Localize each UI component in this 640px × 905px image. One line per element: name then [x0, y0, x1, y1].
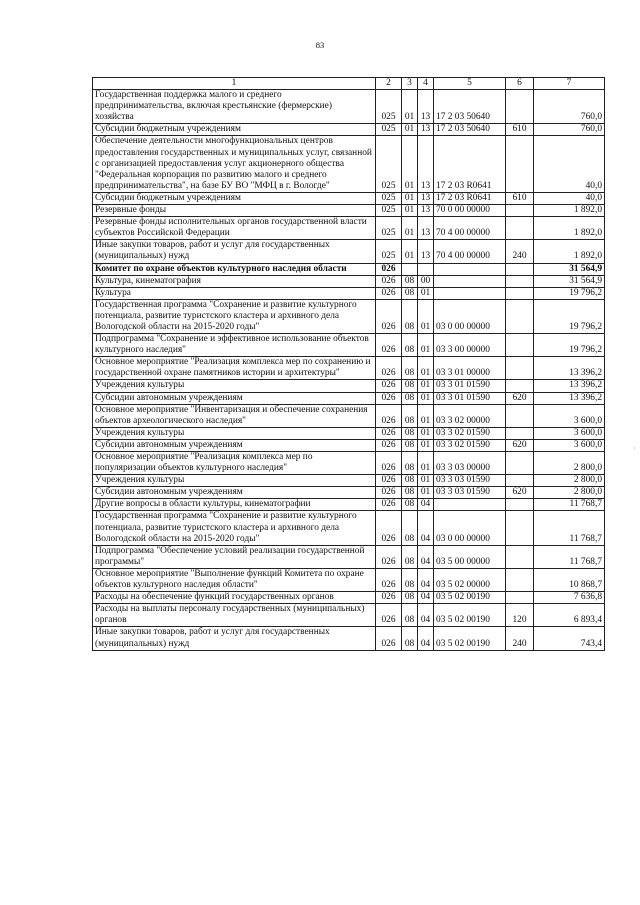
- table-row: [93, 287, 605, 299]
- row-name: Основное мероприятие "Реализация комплекса мер по популяризации объектов культурного наследия": [93, 452, 376, 475]
- row-amount: 1 892,0: [534, 205, 605, 217]
- row-target-article: 03 3 01 00000: [434, 357, 506, 380]
- row-grbs: 026: [376, 452, 402, 475]
- table-row: [93, 275, 605, 287]
- row-subsection: 01: [418, 299, 434, 333]
- row-target-article: [434, 263, 506, 275]
- row-name: Государственная поддержка малого и среднего предпринимательства, включая крестьянские (фермерские) хозяйства: [93, 90, 376, 124]
- row-name: Резервные фонды: [93, 205, 376, 217]
- row-amount: 13 396,2: [534, 392, 605, 404]
- table-row: [93, 487, 605, 499]
- row-grbs: 026: [376, 499, 402, 511]
- row-subsection: 01: [418, 392, 434, 404]
- row-target-article: 70 4 00 00000: [434, 217, 506, 240]
- row-grbs: 026: [376, 511, 402, 545]
- row-name: Основное мероприятие "Выполнение функций Комитета по охране объектов культурного наследия области": [93, 568, 376, 591]
- row-grbs: 025: [376, 192, 402, 204]
- row-name: Субсидии автономным учреждениям: [93, 439, 376, 451]
- row-amount: 2 800,0: [534, 487, 605, 499]
- row-name: Учреждения культуры: [93, 380, 376, 392]
- row-section: 01: [402, 90, 418, 124]
- row-target-article: 03 3 01 01590: [434, 392, 506, 404]
- table-row: [93, 404, 605, 427]
- row-section: 08: [402, 592, 418, 604]
- row-expense-type: [506, 475, 534, 487]
- table-row: [93, 334, 605, 357]
- row-section: 08: [402, 427, 418, 439]
- row-section: 08: [402, 275, 418, 287]
- row-expense-type: 240: [506, 240, 534, 263]
- table-row: [93, 217, 605, 240]
- row-subsection: 01: [418, 487, 434, 499]
- table-row: [93, 627, 605, 650]
- row-subsection: 01: [418, 452, 434, 475]
- row-target-article: 03 3 03 01590: [434, 475, 506, 487]
- table-row: [93, 427, 605, 439]
- row-subsection: 04: [418, 604, 434, 627]
- table-row: [93, 511, 605, 545]
- row-grbs: 025: [376, 217, 402, 240]
- row-amount: 1 892,0: [534, 240, 605, 263]
- row-expense-type: 620: [506, 439, 534, 451]
- page-number: 83: [315, 40, 325, 50]
- header-col-expense-type: 6: [506, 78, 534, 90]
- row-expense-type: 620: [506, 487, 534, 499]
- row-grbs: 026: [376, 380, 402, 392]
- row-section: 08: [402, 380, 418, 392]
- row-expense-type: [506, 499, 534, 511]
- row-section: 08: [402, 334, 418, 357]
- row-grbs: 026: [376, 404, 402, 427]
- row-section: 08: [402, 392, 418, 404]
- row-section: 08: [402, 452, 418, 475]
- header-col-grbs: 2: [376, 78, 402, 90]
- row-grbs: 026: [376, 487, 402, 499]
- table-row: [93, 568, 605, 591]
- row-section: 08: [402, 499, 418, 511]
- row-section: 08: [402, 287, 418, 299]
- table-row: [93, 357, 605, 380]
- row-expense-type: 620: [506, 392, 534, 404]
- row-subsection: 13: [418, 205, 434, 217]
- row-amount: 7 636,8: [534, 592, 605, 604]
- row-amount: 13 396,2: [534, 357, 605, 380]
- row-subsection: 13: [418, 90, 434, 124]
- row-name: Расходы на обеспечение функций государственных органов: [93, 592, 376, 604]
- row-grbs: 026: [376, 545, 402, 568]
- row-section: 08: [402, 604, 418, 627]
- row-amount: 31 564,9: [534, 263, 605, 275]
- row-target-article: 03 3 02 00000: [434, 404, 506, 427]
- row-target-article: 03 5 02 00190: [434, 627, 506, 650]
- row-grbs: 026: [376, 427, 402, 439]
- row-grbs: 026: [376, 568, 402, 591]
- row-target-article: 03 5 00 00000: [434, 545, 506, 568]
- row-expense-type: [506, 136, 534, 192]
- row-expense-type: [506, 217, 534, 240]
- table-row: [93, 499, 605, 511]
- row-grbs: 025: [376, 205, 402, 217]
- row-target-article: 70 4 00 00000: [434, 240, 506, 263]
- row-expense-type: [506, 404, 534, 427]
- row-section: 08: [402, 299, 418, 333]
- row-expense-type: [506, 357, 534, 380]
- row-grbs: 025: [376, 240, 402, 263]
- row-name: Другие вопросы в области культуры, кинематографии: [93, 499, 376, 511]
- row-grbs: 026: [376, 334, 402, 357]
- table-row: [93, 299, 605, 333]
- row-amount: 11 768,7: [534, 499, 605, 511]
- row-name: Субсидии бюджетным учреждениям: [93, 192, 376, 204]
- row-name: Обеспечение деятельности многофункциональных центров предоставления государственных и муниципальных услуг, связанной с организацией предоставления услуг акционерного общества "Федеральная корпорация по развитию малого и среднего предпринимательства", на базе БУ ВО "МФЦ в г. Вологде": [93, 136, 376, 192]
- row-subsection: 00: [418, 275, 434, 287]
- row-name: Субсидии автономным учреждениям: [93, 392, 376, 404]
- row-section: 08: [402, 404, 418, 427]
- row-section: 08: [402, 487, 418, 499]
- row-grbs: 026: [376, 475, 402, 487]
- row-subsection: 04: [418, 592, 434, 604]
- row-section: [402, 263, 418, 275]
- row-subsection: 04: [418, 545, 434, 568]
- row-subsection: 01: [418, 404, 434, 427]
- row-target-article: 03 3 02 01590: [434, 439, 506, 451]
- table-row: [93, 439, 605, 451]
- table-row: [93, 240, 605, 263]
- edge-mark: ·: [633, 444, 636, 453]
- row-subsection: 01: [418, 475, 434, 487]
- row-grbs: 026: [376, 627, 402, 650]
- row-name: Расходы на выплаты персоналу государственных (муниципальных) органов: [93, 604, 376, 627]
- row-expense-type: 610: [506, 124, 534, 136]
- row-target-article: [434, 287, 506, 299]
- row-subsection: 01: [418, 334, 434, 357]
- row-name: Основное мероприятие "Инвентаризация и обеспечение сохранения объектов археологического наследия": [93, 404, 376, 427]
- row-name: Государственная программа "Сохранение и развитие культурного потенциала, развитие туристского кластера и архивного дела Вологодской области на 2015-2020 годы": [93, 511, 376, 545]
- table-row: [93, 545, 605, 568]
- row-subsection: 13: [418, 124, 434, 136]
- row-subsection: [418, 263, 434, 275]
- row-subsection: 04: [418, 499, 434, 511]
- row-amount: 19 796,2: [534, 334, 605, 357]
- row-name: Резервные фонды исполнительных органов государственной власти субъектов Российской Федерации: [93, 217, 376, 240]
- row-name: Подпрограмма "Обеспечение условий реализации государственной программы": [93, 545, 376, 568]
- row-expense-type: [506, 299, 534, 333]
- row-expense-type: [506, 263, 534, 275]
- table-row: [93, 592, 605, 604]
- row-section: 01: [402, 124, 418, 136]
- row-subsection: 13: [418, 136, 434, 192]
- row-grbs: 026: [376, 357, 402, 380]
- table-row: [93, 475, 605, 487]
- header-col-target-article: 5: [434, 78, 506, 90]
- row-section: 01: [402, 192, 418, 204]
- row-target-article: 03 0 00 00000: [434, 511, 506, 545]
- row-expense-type: [506, 334, 534, 357]
- header-col-subsection: 4: [418, 78, 434, 90]
- row-section: 08: [402, 357, 418, 380]
- row-subsection: 04: [418, 627, 434, 650]
- row-expense-type: [506, 568, 534, 591]
- row-expense-type: [506, 90, 534, 124]
- row-target-article: [434, 275, 506, 287]
- row-name: Комитет по охране объектов культурного наследия области: [93, 263, 376, 275]
- row-expense-type: [506, 427, 534, 439]
- row-expense-type: [506, 380, 534, 392]
- row-subsection: 01: [418, 357, 434, 380]
- row-grbs: 025: [376, 136, 402, 192]
- row-grbs: 026: [376, 275, 402, 287]
- row-grbs: 026: [376, 604, 402, 627]
- row-section: 08: [402, 475, 418, 487]
- row-section: 08: [402, 568, 418, 591]
- row-grbs: 026: [376, 287, 402, 299]
- row-grbs: 026: [376, 299, 402, 333]
- row-target-article: 17 2 03 50640: [434, 124, 506, 136]
- row-expense-type: 240: [506, 627, 534, 650]
- row-subsection: 04: [418, 511, 434, 545]
- row-amount: 2 800,0: [534, 452, 605, 475]
- table-body: [93, 90, 605, 651]
- row-expense-type: 120: [506, 604, 534, 627]
- row-section: 01: [402, 205, 418, 217]
- row-subsection: 01: [418, 380, 434, 392]
- row-target-article: 03 5 02 00190: [434, 592, 506, 604]
- row-subsection: 13: [418, 192, 434, 204]
- row-amount: 743,4: [534, 627, 605, 650]
- row-subsection: 01: [418, 427, 434, 439]
- header-col-amount: 7: [534, 78, 605, 90]
- row-section: 08: [402, 545, 418, 568]
- row-grbs: 026: [376, 263, 402, 275]
- row-subsection: 01: [418, 287, 434, 299]
- row-amount: 2 800,0: [534, 475, 605, 487]
- row-expense-type: [506, 205, 534, 217]
- row-name: Культура, кинематография: [93, 275, 376, 287]
- table-row: [93, 380, 605, 392]
- table-row: [93, 124, 605, 136]
- row-name: Иные закупки товаров, работ и услуг для государственных (муниципальных) нужд: [93, 627, 376, 650]
- row-expense-type: [506, 452, 534, 475]
- row-grbs: 026: [376, 392, 402, 404]
- row-amount: 3 600,0: [534, 427, 605, 439]
- row-amount: 31 564,9: [534, 275, 605, 287]
- table-row: [93, 392, 605, 404]
- row-amount: 760,0: [534, 124, 605, 136]
- row-amount: 13 396,2: [534, 380, 605, 392]
- row-subsection: 01: [418, 439, 434, 451]
- row-target-article: 17 2 03 50640: [434, 90, 506, 124]
- row-amount: 10 868,7: [534, 568, 605, 591]
- row-amount: 11 768,7: [534, 545, 605, 568]
- row-amount: 40,0: [534, 192, 605, 204]
- row-subsection: 04: [418, 568, 434, 591]
- row-amount: 6 893,4: [534, 604, 605, 627]
- row-target-article: 03 3 03 01590: [434, 487, 506, 499]
- row-target-article: [434, 499, 506, 511]
- row-amount: 3 600,0: [534, 404, 605, 427]
- row-expense-type: [506, 545, 534, 568]
- row-target-article: 03 3 00 00000: [434, 334, 506, 357]
- row-target-article: 03 5 02 00190: [434, 604, 506, 627]
- header-col-name: 1: [93, 78, 376, 90]
- row-expense-type: [506, 287, 534, 299]
- row-section: 08: [402, 439, 418, 451]
- table-row: [93, 192, 605, 204]
- row-section: 01: [402, 217, 418, 240]
- row-section: 08: [402, 511, 418, 545]
- table-row: [93, 452, 605, 475]
- table-row: [93, 136, 605, 192]
- row-amount: 19 796,2: [534, 299, 605, 333]
- row-amount: 11 768,7: [534, 511, 605, 545]
- row-target-article: 70 0 00 00000: [434, 205, 506, 217]
- table-row: [93, 90, 605, 124]
- row-name: Субсидии бюджетным учреждениям: [93, 124, 376, 136]
- row-amount: 40,0: [534, 136, 605, 192]
- row-name: Учреждения культуры: [93, 475, 376, 487]
- row-grbs: 025: [376, 124, 402, 136]
- row-amount: 1 892,0: [534, 217, 605, 240]
- row-section: 01: [402, 240, 418, 263]
- row-section: 08: [402, 627, 418, 650]
- row-subsection: 13: [418, 240, 434, 263]
- row-grbs: 026: [376, 592, 402, 604]
- row-amount: 19 796,2: [534, 287, 605, 299]
- row-target-article: 17 2 03 R0641: [434, 192, 506, 204]
- budget-table: [92, 77, 605, 651]
- row-amount: 3 600,0: [534, 439, 605, 451]
- header-col-section: 3: [402, 78, 418, 90]
- row-amount: 760,0: [534, 90, 605, 124]
- row-grbs: 025: [376, 90, 402, 124]
- table-row: [93, 263, 605, 275]
- table-row: [93, 604, 605, 627]
- row-name: Субсидии автономным учреждениям: [93, 487, 376, 499]
- row-section: 01: [402, 136, 418, 192]
- row-name: Иные закупки товаров, работ и услуг для государственных (муниципальных) нужд: [93, 240, 376, 263]
- row-target-article: 03 3 03 00000: [434, 452, 506, 475]
- row-expense-type: [506, 592, 534, 604]
- row-target-article: 03 5 02 00000: [434, 568, 506, 591]
- row-target-article: 17 2 03 R0641: [434, 136, 506, 192]
- row-name: Культура: [93, 287, 376, 299]
- row-name: Основное мероприятие "Реализация комплекса мер по сохранению и государственной охране памятников истории и архитектуры": [93, 357, 376, 380]
- row-target-article: 03 3 01 01590: [434, 380, 506, 392]
- row-expense-type: 610: [506, 192, 534, 204]
- row-subsection: 13: [418, 217, 434, 240]
- row-target-article: 03 0 00 00000: [434, 299, 506, 333]
- row-name: Учреждения культуры: [93, 427, 376, 439]
- table-header-row: [93, 78, 605, 90]
- row-expense-type: [506, 511, 534, 545]
- row-grbs: 026: [376, 439, 402, 451]
- row-expense-type: [506, 275, 534, 287]
- row-name: Государственная программа "Сохранение и развитие культурного потенциала, развитие туристского кластера и архивного дела Вологодской области на 2015-2020 годы": [93, 299, 376, 333]
- row-target-article: 03 3 02 01590: [434, 427, 506, 439]
- row-name: Подпрограмма "Сохранение и эффективное использование объектов культурного наследия": [93, 334, 376, 357]
- table-row: [93, 205, 605, 217]
